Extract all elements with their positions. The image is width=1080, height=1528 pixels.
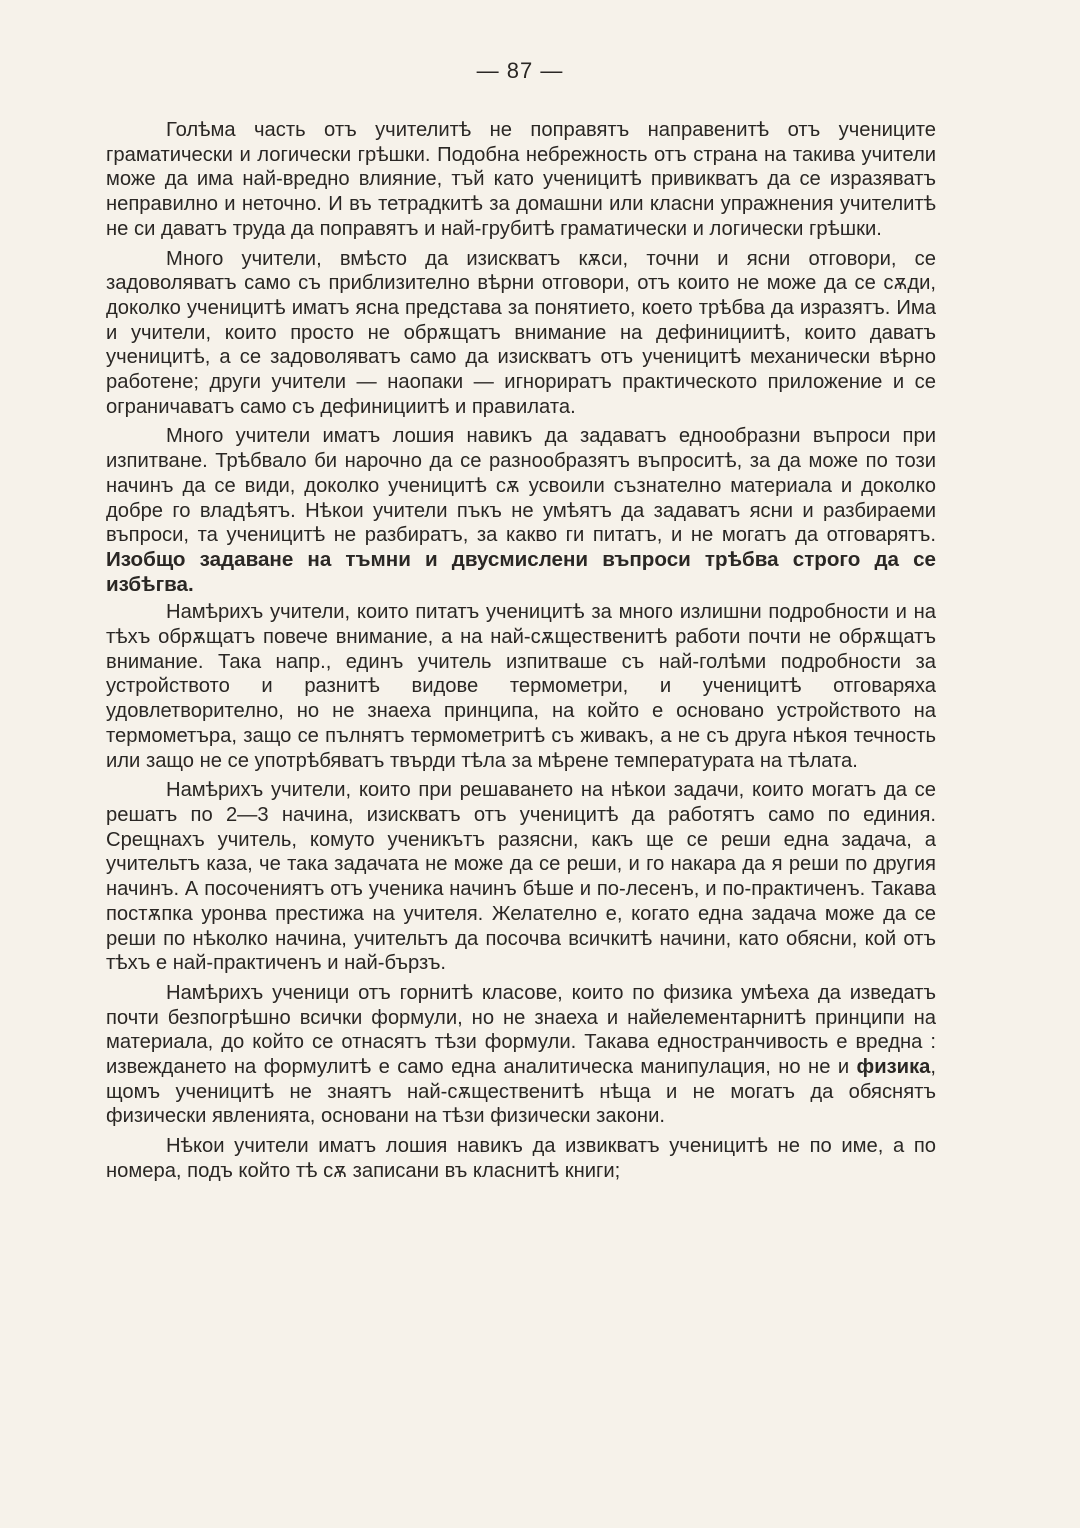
paragraph-4: Намѣрихъ учители, които питатъ ученицитѣ за много излишни подробности и на тѣхъ обрѫщатъ повече внимание, а на най-сѫщественитѣ работи почти не обрѫщатъ внимание. Така напр., единъ учитель изпитваше съ най-голѣми подробности за устройството и разнитѣ видове термометри, и ученицитѣ отговаряха удовлетворително, но не знаеха принципа, на който е основано устройството на термометъра, защо се пълнятъ термометритѣ съ живакъ, а не съ друга нѣкоя течность или защо не се употрѣбяватъ твърди тѣла за мѣрене температурата на тѣлата. bbox=[106, 601, 936, 772]
paragraph-5: Намѣрихъ учители, които при решаването на нѣкои задачи, които могатъ да се решатъ по 2—3 начина, изискватъ отъ ученицитѣ да работятъ само по единия. Срещнахъ учитель, комуто ученикътъ разясни, какъ ще се реши една задача, а учительтъ каза, че така задачата не може да се реши, и го накара да я реши по другия начинъ. А посочениятъ отъ ученика начинъ бѣше и по-лесенъ, и по-практиченъ. Такава постѫпка уронва престижа на учителя. Желателно е, когато една задача може да се реши по нѣколко начина, учительтъ да посочва всичкитѣ начини, като обясни, кой отъ тѣхъ е най-практиченъ и най-бързъ. bbox=[106, 779, 936, 975]
paragraph-6-text-after: , щомъ ученицитѣ не знаятъ най-сѫщественитѣ нѣща и не могатъ да обяснятъ физически явленията, основани на тѣзи физически закони. bbox=[106, 1056, 937, 1128]
paragraph-3-bold-statement: Изобщо задаване на тъмни и двусмислени въпроси трѣбва строго да се избѣгва. bbox=[106, 547, 936, 596]
paragraph-6-bold-word: физика bbox=[856, 1056, 931, 1079]
paragraph-7: Нѣкои учители иматъ лошия навикъ да извикватъ ученицитѣ не по име, а по номера, подъ който тѣ сѫ записани въ класнитѣ книги; bbox=[106, 1135, 936, 1182]
paragraph-1: Голѣма часть отъ учителитѣ не поправятъ направенитѣ отъ учениците граматически и логически грѣшки. Подобна небрежность отъ страна на такива учители може да има най-вредно влияние, тъй като ученицитѣ привикватъ да се изразяватъ неправилно и неточно. И въ тетрадкитѣ за домашни или класни упражнения учителитѣ не си даватъ труда да поправятъ и най-грубитѣ граматически и логически грѣшки. bbox=[106, 119, 936, 240]
paragraph-6-text-before: Намѣрихъ ученици отъ горнитѣ класове, които по физика умѣеха да изведатъ почти безпогрѣшно всички формули, но не знаеха и найелементарнитѣ принципи на материала, до който се отнасятъ тѣзи формули. Такава едностранчивость е вредна : извеждането на формулитѣ е само една аналитическа манипулация, но не и bbox=[106, 981, 936, 1079]
paragraph-3-text: Много учители иматъ лошия навикъ да задаватъ еднообразни въпроси при изпитване. Трѣбвало би нарочно да се разнообразятъ въпроситѣ, за да може по този начинъ да се види, доколко ученицитѣ сѫ усвоили съзнателно материала и доколко добре го владѣятъ. Нѣкои учители пъкъ не умѣятъ да задаватъ ясни и разбираеми въпроси, та ученицитѣ не разбиратъ, за какво ги питатъ, и не могатъ да отговарятъ. bbox=[106, 425, 936, 547]
page-number: — 87 — bbox=[476, 58, 564, 83]
body-text bbox=[106, 118, 936, 1189]
paragraph-3 bbox=[106, 424, 936, 597]
paragraph-2: Много учители, вмѣсто да изискватъ кѫси, точни и ясни отговори, се задоволяватъ само съ приблизително вѣрни отговори, отъ които не може да се сѫди, доколко ученицитѣ иматъ ясна представа за понятието, което трѣбва да изразятъ. Има и учители, които просто не обрѫщатъ внимание на дефинициитѣ, които даватъ ученицитѣ, а се задоволяватъ само да изискватъ отъ ученицитѣ механически вѣрно работене; други учители — наопаки — игнориратъ практическото приложение и се ограничаватъ само съ дефинициитѣ и правилата. bbox=[106, 247, 936, 418]
paragraph-6 bbox=[106, 981, 936, 1129]
